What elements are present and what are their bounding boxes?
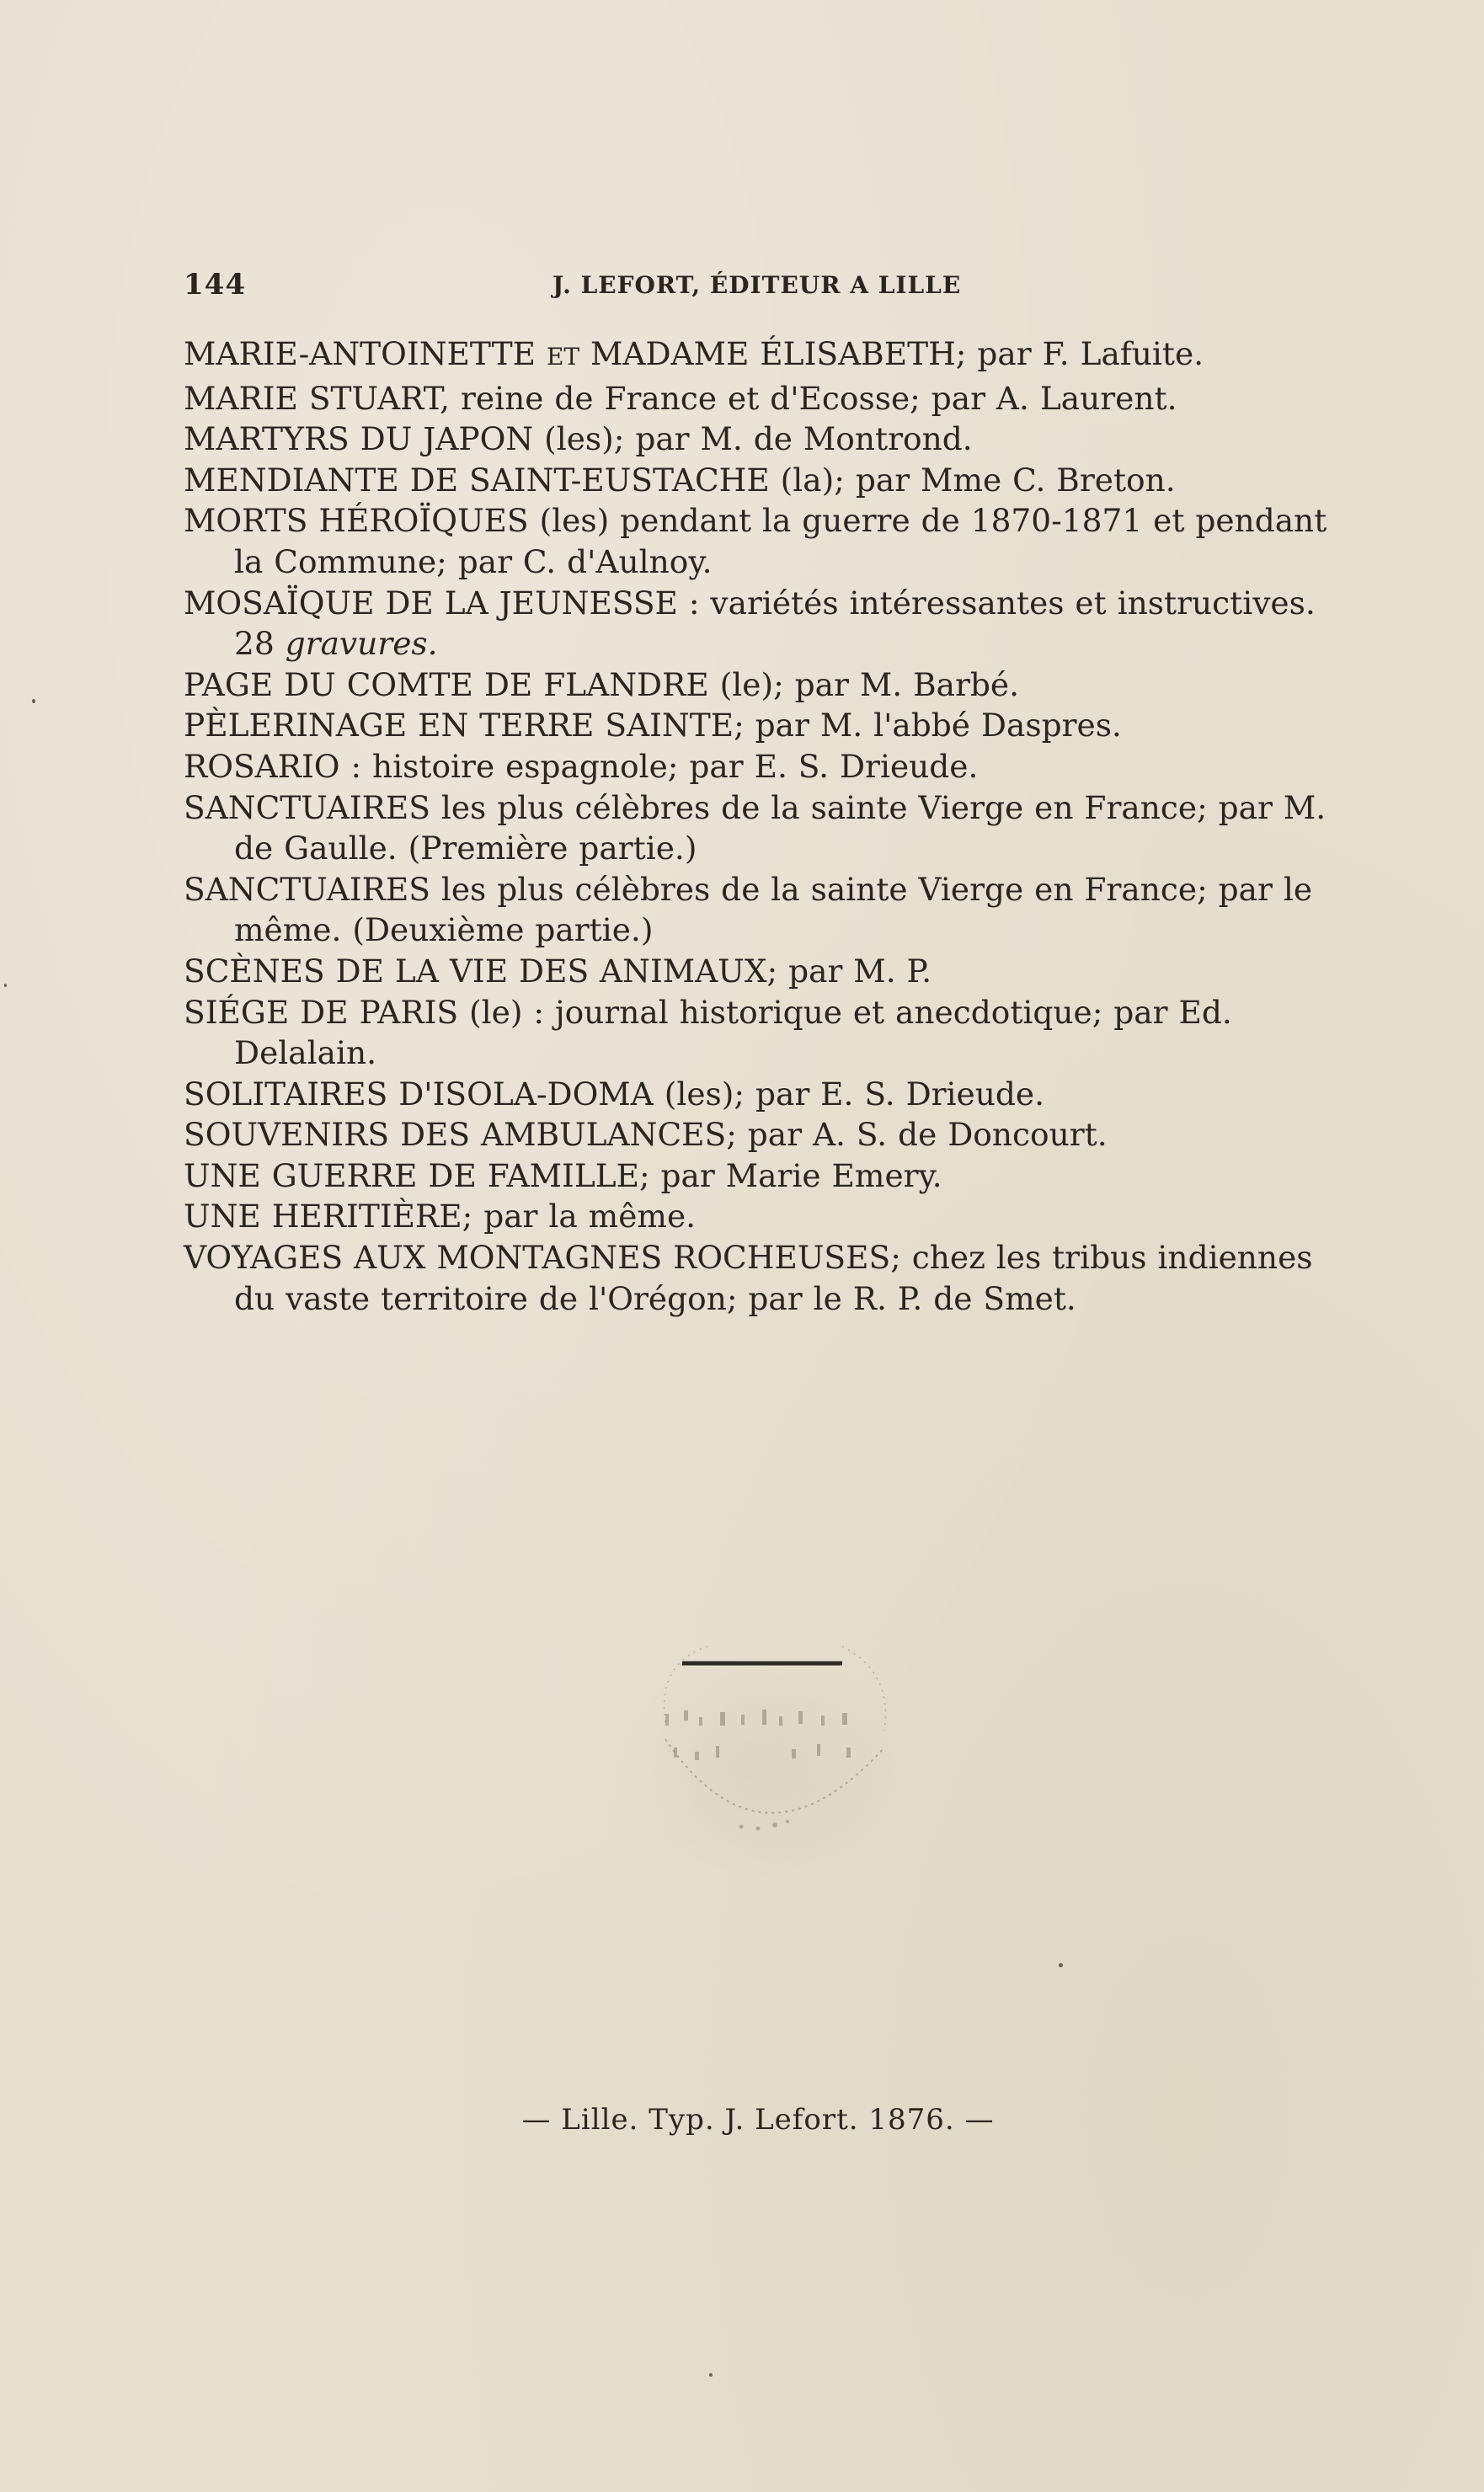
entry-small-caps: ET bbox=[546, 343, 580, 371]
paper-speck bbox=[32, 699, 35, 703]
catalogue-entry: VOYAGES AUX MONTAGNES ROCHEUSES; chez les tribus indiennes du vaste territoire de l'Orégon; par le R. P. de Smet. bbox=[184, 1239, 1313, 1317]
entry-text: MOSAÏQUE DE LA JEUNESSE : variétés intéressantes et instructives. 28 bbox=[184, 584, 1316, 663]
entry-title: MARIE-ANTOINETTE bbox=[184, 335, 547, 372]
running-head bbox=[184, 268, 1026, 310]
catalogue-entry: SOLITAIRES D'ISOLA-DOMA (les); par E. S. Drieude. bbox=[184, 1075, 1045, 1113]
catalogue-entry: UNE HERITIÈRE; par la même. bbox=[184, 1198, 697, 1235]
entry-rest: MADAME ÉLISABETH; par F. Lafuite. bbox=[579, 335, 1204, 372]
paper-speck bbox=[4, 984, 7, 987]
page-number: 144 bbox=[184, 268, 246, 301]
printer-imprint: — Lille. Typ. J. Lefort. 1876. — bbox=[521, 2103, 995, 2137]
catalogue-entry: ROSARIO : histoire espagnole; par E. S. Drieude. bbox=[184, 747, 979, 785]
paper-speck bbox=[709, 2373, 713, 2377]
catalogue-entry: MARTYRS DU JAPON (les); par M. de Montrond. bbox=[184, 420, 973, 458]
catalogue-entry bbox=[184, 583, 1354, 664]
catalogue-entry: SANCTUAIRES les plus célèbres de la sainte Vierge en France; par M. de Gaulle. (Première partie.) bbox=[184, 788, 1327, 867]
catalogue-entry: SCÈNES DE LA VIE DES ANIMAUX; par M. P. bbox=[184, 952, 932, 990]
catalogue-entry: MARIE STUART, reine de France et d'Ecosse; par A. Laurent. bbox=[184, 379, 1177, 417]
catalogue-entry: MORTS HÉROÏQUES (les) pendant la guerre de 1870-1871 et pendant la Commune; par C. d'Aulnoy. bbox=[184, 502, 1327, 580]
paper-speck bbox=[1059, 1963, 1063, 1967]
catalogue-entry: SIÉGE DE PARIS (le) : journal historique et anecdotique; par Ed. Delalain. bbox=[184, 993, 1232, 1072]
entry-italic: gravures. bbox=[285, 625, 438, 663]
catalogue-entry: SANCTUAIRES les plus célèbres de la sainte Vierge en France; par le même. (Deuxième partie.) bbox=[184, 870, 1313, 949]
library-stamp-icon bbox=[606, 1630, 910, 1882]
catalogue-entry: PÈLERINAGE EN TERRE SAINTE; par M. l'abbé Daspres. bbox=[184, 707, 1122, 744]
catalogue-entry: UNE GUERRE DE FAMILLE; par Marie Emery. bbox=[184, 1156, 942, 1194]
publisher-line: J. LEFORT, ÉDITEUR A LILLE bbox=[552, 271, 962, 299]
catalogue-entry: PAGE DU COMTE DE FLANDRE (le); par M. Barbé. bbox=[184, 665, 1020, 703]
catalogue-entry bbox=[184, 334, 1354, 378]
catalogue-entry: SOUVENIRS DES AMBULANCES; par A. S. de Doncourt. bbox=[184, 1116, 1108, 1154]
catalogue-entry: MENDIANTE DE SAINT-EUSTACHE (la); par Mme C. Breton. bbox=[184, 461, 1176, 499]
catalogue-list bbox=[184, 334, 1354, 1319]
